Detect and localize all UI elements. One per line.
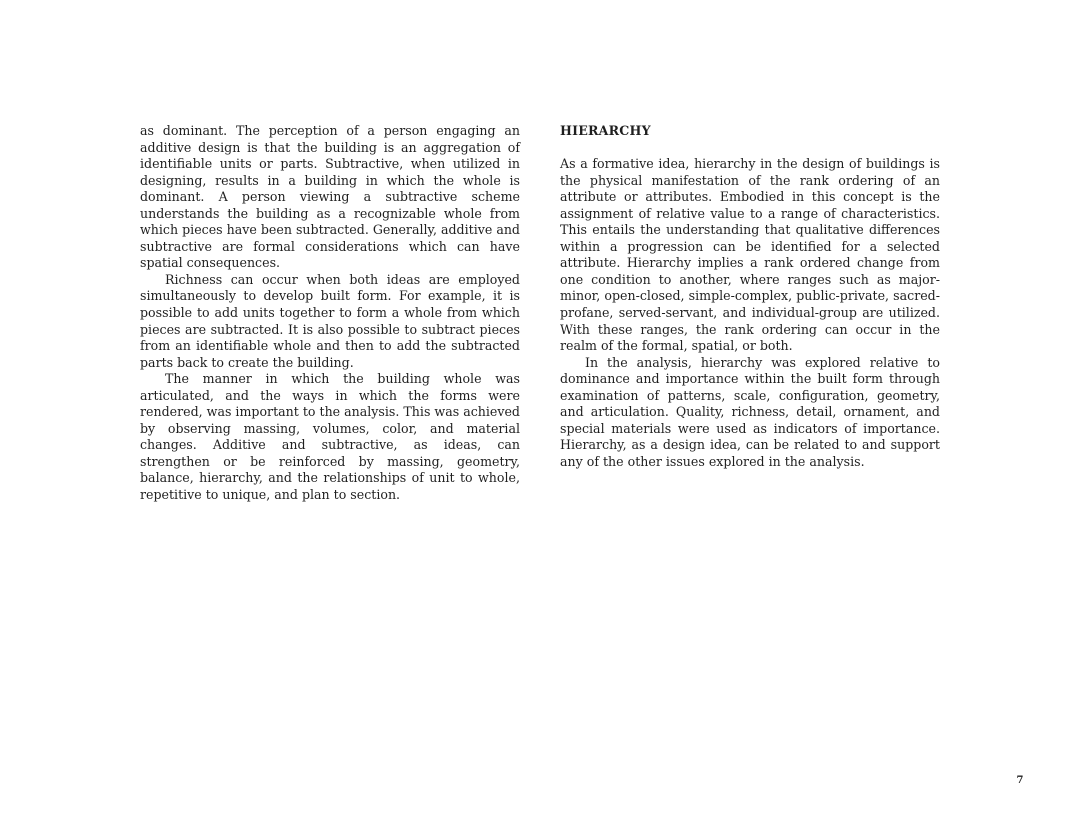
paragraph-hierarchy-definition: As a formative idea, hierarchy in the design of buildings is the physical manifestation of the rank ordering of an attribute or attributes. Embodied in this concept is the assignment of relative value to a range of characteristics. This entails the understanding that qualitative differences within a progression can be identified for a selected attribute. Hierarchy implies a rank ordered change from one condition to another, where ranges such as major-minor, open-closed, simple-complex, public-private, sacred-profane, served-servant, and individual-group are utilized. With these ranges, the rank ordering can occur in the realm of the formal, spatial, or both.: [560, 156, 940, 354]
paragraph-richness: Richness can occur when both ideas are employed simultaneously to develop built form. For example, it is possible to add units together to form a whole from which pieces are subtracted. It is also possible to subtract pieces from an identifiable whole and then to add the subtracted parts back to create the building.: [140, 271, 520, 370]
paragraph-hierarchy-analysis: In the analysis, hierarchy was explored relative to dominance and importance within the built form through examination of patterns, scale, configuration, geometry, and articulation. Quality, richness, detail, ornament, and special materials were used as indicators of importance. Hierarchy, as a design idea, can be related to and support any of the other issues explored in the analysis.: [560, 354, 940, 469]
right-text-column: [560, 123, 940, 470]
section-heading-hierarchy: HIERARCHY: [560, 123, 651, 138]
paragraph-articulation: The manner in which the building whole was articulated, and the ways in which the forms were rendered, was important to the analysis. This was achieved by observing massing, volumes, color, and material changes. Additive and subtractive, as ideas, can strengthen or be reinforced by massing, geometry, balance, hierarchy, and the relationships of unit to whole, repetitive to unique, and plan to section.: [140, 371, 520, 503]
left-text-column: [140, 123, 520, 504]
paragraph-additive-subtractive: as dominant. The perception of a person engaging an additive design is that the building is an aggregation of identifiable units or parts. Subtractive, when utilized in designing, results in a building in which the whole is dominant. A person viewing a subtractive scheme understands the building as a recognizable whole from which pieces have been subtracted. Generally, additive and subtractive are formal considerations which can have spatial consequences.: [140, 123, 520, 271]
page-number: 7: [1016, 775, 1024, 786]
